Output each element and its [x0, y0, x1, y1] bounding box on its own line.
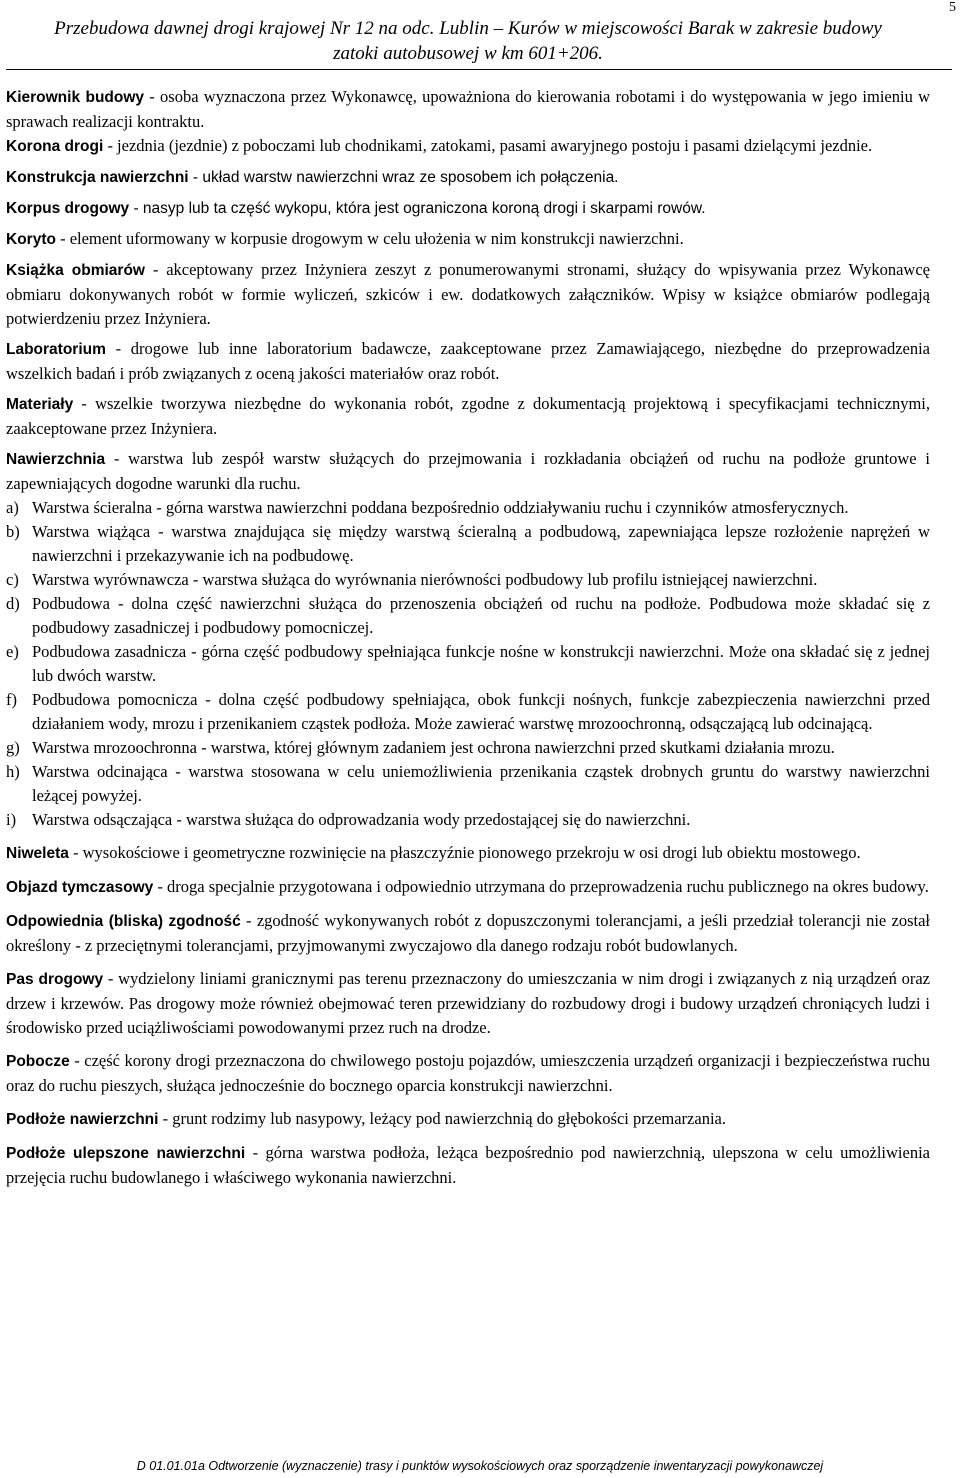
definition-term: Konstrukcja nawierzchni: [6, 169, 189, 186]
definition-text: - zgodność wykonywanych robót z dopuszczonymi tolerancjami, a jeśli przedział tolerancji nie został określony - z przeciętnymi tolerancjami, przyjmowanymi zwyczajowo dla danego rodzaju robót budowlanych.: [6, 911, 931, 955]
document-body: [6, 85, 930, 1190]
definition-text: - wszelkie tworzywa niezbędne do wykonania robót, zgodne z dokumentacją projektową i specyfikacjami technicznymi, zaakceptowane przez Inżyniera.: [6, 394, 930, 438]
header-title-line-1: Przebudowa dawnej drogi krajowej Nr 12 na odc. Lublin – Kurów w miejscowości Barak w zakresie budowy: [54, 18, 882, 39]
header-title-line-2: zatoki autobusowej w km 601+206.: [333, 43, 603, 64]
definition-term: Kierownik budowy: [6, 89, 145, 106]
list-item-label: i): [6, 810, 17, 829]
list-item-text: Podbudowa pomocnicza - dolna część podbudowy spełniająca, obok funkcji nośnych, funkcje zabezpieczenia nawierzchni przed działaniem wody, mrozu i przenikaniem cząstek podłoża. Może zawierać warstwę mrozoochronną, odsączającą lub odcinającą.: [32, 690, 930, 733]
definition-term: Odpowiednia (bliska) zgodność: [6, 913, 241, 930]
list-item-layer-b: [6, 520, 930, 568]
definition-koryto: [6, 227, 930, 252]
definition-objazd-tymczasowy: [6, 875, 930, 900]
list-item-label: c): [6, 570, 19, 589]
list-item-text: Warstwa mrozoochronna - warstwa, której głównym zadaniem jest ochrona nawierzchni przed skutkami działania mrozu.: [32, 738, 835, 757]
definition-laboratorium: [6, 337, 930, 386]
definition-pobocze: [6, 1049, 930, 1098]
definition-konstrukcja-nawierzchni: [6, 165, 930, 190]
definition-term: Podłoże ulepszone nawierzchni: [6, 1145, 246, 1162]
definition-nawierzchnia: [6, 447, 930, 496]
definition-kierownik-budowy: [6, 85, 930, 134]
list-item-text: Podbudowa zasadnicza - górna część podbudowy spełniająca funkcje nośne w konstrukcji nawierzchni. Może ona składać się z jednej lub dwóch warstw.: [32, 642, 930, 685]
list-item-text: Warstwa odcinająca - warstwa stosowana w celu uniemożliwienia przenikania cząstek drobnych gruntu do warstwy nawierzchni leżącej powyżej.: [32, 762, 930, 805]
list-item-label: h): [6, 762, 20, 781]
list-item-text: Warstwa ścieralna - górna warstwa nawierzchni poddana bezpośrednio oddziaływaniu ruchu i czynników atmosferycznych.: [32, 498, 849, 517]
definition-term: Podłoże nawierzchni: [6, 1111, 159, 1128]
definition-text: - grunt rodzimy lub nasypowy, leżący pod nawierzchnią do głębokości przemarzania.: [158, 1109, 726, 1128]
definition-pas-drogowy: [6, 967, 930, 1040]
list-item-layer-f: [6, 688, 930, 736]
list-item-label: a): [6, 498, 19, 517]
list-item-layer-i: [6, 808, 930, 832]
list-item-text: Podbudowa - dolna część nawierzchni służąca do przenoszenia obciążeń od ruchu na podłoże. Podbudowa może składać się z podbudowy zasadniczej i podbudowy pomocniczej.: [32, 594, 930, 637]
definition-text: - drogowe lub inne laboratorium badawcze, zaakceptowane przez Zamawiającego, niezbędne do przeprowadzenia wszelkich badań i prób związanych z oceną jakości materiałów oraz robót.: [6, 339, 930, 383]
list-item-text: Warstwa wyrównawcza - warstwa służąca do wyrównania nierówności podbudowy lub profilu istniejącej nawierzchni.: [32, 570, 818, 589]
list-item-label: b): [6, 522, 20, 541]
definition-korpus-drogowy: [6, 196, 930, 221]
list-item-layer-h: [6, 760, 930, 808]
definition-text: - wysokościowe i geometryczne rozwinięcie na płaszczyźnie pionowego przekroju w osi drogi lub obiektu mostowego.: [68, 843, 861, 862]
page-number: 5: [949, 0, 956, 15]
list-item-layer-d: [6, 592, 930, 640]
definition-materialy: [6, 392, 930, 441]
list-item-text: Warstwa odsączająca - warstwa służąca do odprowadzania wody przedostającej się do nawierzchni.: [32, 810, 691, 829]
definition-text: - droga specjalnie przygotowana i odpowiednio utrzymana do przeprowadzenia ruchu publicznego na okres budowy.: [153, 877, 929, 896]
definition-term: Koryto: [6, 231, 56, 248]
definition-term: Pobocze: [6, 1053, 70, 1070]
definition-podloze-nawierzchni: [6, 1107, 930, 1132]
definition-text: - warstwa lub zespół warstw służących do przejmowania i rozkładania obciążeń od ruchu na podłoże gruntowe i zapewniających dogodne warunki dla ruchu.: [6, 449, 930, 493]
definition-odpowiednia-zgodnosc: [6, 909, 930, 958]
definition-text: - wydzielony liniami granicznymi pas terenu przeznaczony do umieszczania w nim drogi i związanych z nią urządzeń oraz drzew i krzewów. Pas drogowy może również obejmować teren przewidziany do rozbudowy drogi i budowy urządzeń chroniących ludzi i środowisko przed uciążliwościami powodowanymi przez ruch na drodze.: [6, 969, 930, 1037]
definition-term: Niweleta: [6, 845, 69, 862]
list-item-label: g): [6, 738, 20, 757]
definition-text: - osoba wyznaczona przez Wykonawcę, upoważniona do kierowania robotami i do występowania w jego imieniu w sprawach realizacji kontraktu.: [6, 87, 931, 131]
definition-text: - górna warstwa podłoża, leżąca bezpośrednio pod nawierzchnią, ulepszona w celu umożliwienia przejęcia ruchu budowlanego i właściwego wykonania nawierzchni.: [6, 1143, 930, 1187]
document-footer: D 01.01.01a Odtworzenie (wyznaczenie) trasy i punktów wysokościowych oraz sporządzenie inwentaryzacji powykonawczej: [136, 1459, 824, 1473]
header-divider: [6, 69, 952, 70]
definition-term: Korpus drogowy: [6, 200, 130, 217]
definition-korona-drogi: [6, 134, 930, 159]
definition-podloze-ulepszone: [6, 1141, 930, 1190]
list-item-layer-e: [6, 640, 930, 688]
definition-niweleta: [6, 841, 930, 866]
definition-term: Laboratorium: [6, 341, 106, 358]
list-item-text: Warstwa wiążąca - warstwa znajdująca się między warstwą ścieralną a podbudową, zapewniająca lepsze rozłożenie naprężeń w nawierzchni i przekazywanie ich na podbudowę.: [32, 522, 930, 565]
definition-text: - jezdnia (jezdnie) z poboczami lub chodnikami, zatokami, pasami awaryjnego postoju i pasami dzielącymi jezdnie.: [103, 136, 873, 155]
list-item-label: e): [6, 642, 19, 661]
list-item-layer-g: [6, 736, 930, 760]
list-item-label: d): [6, 594, 20, 613]
list-item-layer-a: [6, 496, 930, 520]
definition-term: Materiały: [6, 396, 74, 413]
definition-text: - część korony drogi przeznaczona do chwilowego postoju pojazdów, umieszczenia urządzeń organizacji i bezpieczeństwa ruchu oraz do ruchu pieszych, służąca jednocześnie do bocznego oparcia konstrukcji nawierzchni.: [6, 1051, 930, 1095]
definition-ksiazka-obmiarow: [6, 258, 930, 331]
definition-text: - układ warstw nawierzchni wraz ze sposobem ich połączenia.: [188, 169, 619, 186]
definition-term: Książka obmiarów: [6, 262, 145, 279]
definition-term: Korona drogi: [6, 138, 104, 155]
list-item-layer-c: [6, 568, 930, 592]
definition-text: - nasyp lub ta część wykopu, która jest ograniczona koroną drogi i skarpami rowów.: [129, 200, 706, 217]
document-header: [8, 16, 928, 66]
definition-text: - akceptowany przez Inżyniera zeszyt z ponumerowanymi stronami, służący do wpisywania przez Wykonawcę obmiaru dokonywanych robót w formie wyliczeń, szkiców i ew. dodatkowych załączników. Wpisy w książce obmiarów podlegają potwierdzeniu przez Inżyniera.: [6, 260, 930, 328]
definition-text: - element uformowany w korpusie drogowym w celu ułożenia w nim konstrukcji nawierzchni.: [55, 229, 684, 248]
definition-term: Objazd tymczasowy: [6, 879, 154, 896]
definition-term: Nawierzchnia: [6, 451, 106, 468]
list-item-label: f): [6, 690, 17, 709]
definition-term: Pas drogowy: [6, 971, 104, 988]
